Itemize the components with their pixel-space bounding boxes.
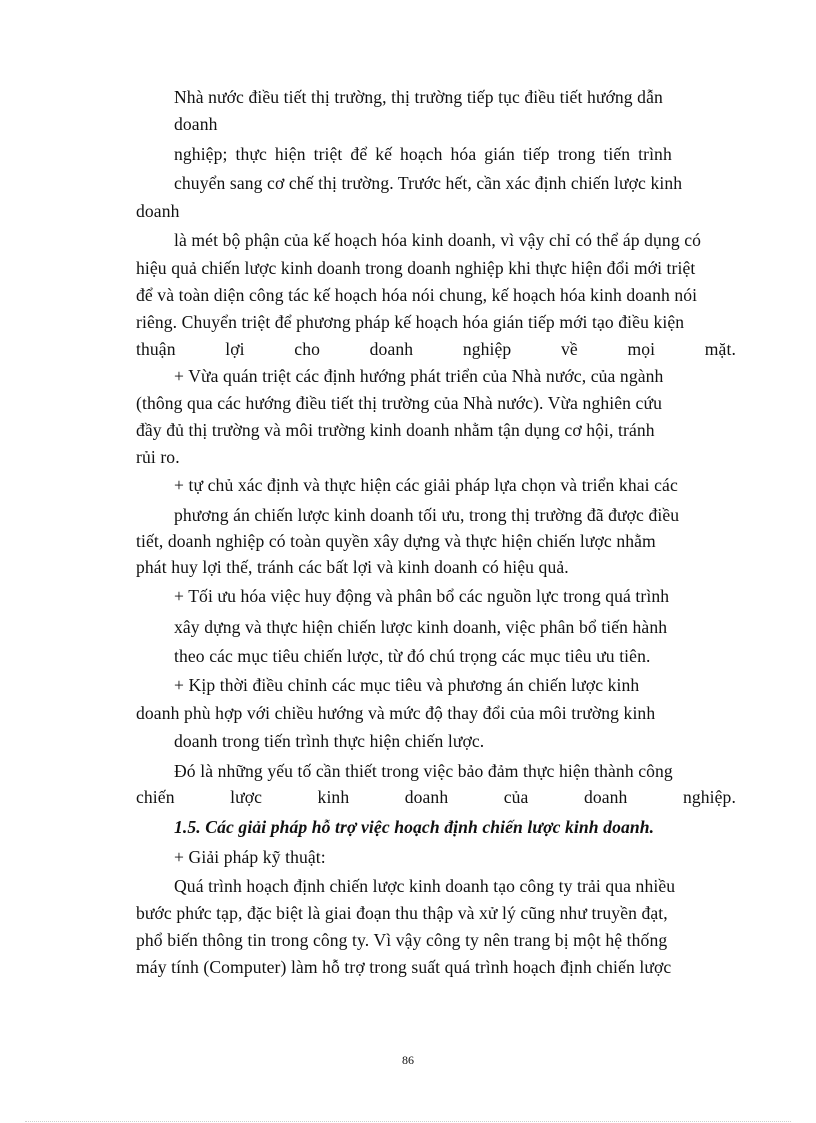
text-line: tiết, doanh nghiệp có toàn quyền xây dựng và thực hiện chiến lược nhằm [136,531,656,551]
text-line: doanh phù hợp với chiều hướng và mức độ thay đổi của môi trường kinh [136,703,656,723]
text-line: theo các mục tiêu chiến lược, từ đó chú trọng các mục tiêu ưu tiên. [174,646,651,666]
section-heading: 1.5. Các giải pháp hỗ trợ việc hoạch định chiến lược kinh doanh. [174,817,655,837]
word: về [560,339,578,359]
word: chiến [136,787,175,807]
text-line: + tự chủ xác định và thực hiện các giải pháp lựa chọn và triển khai các [174,475,678,495]
word: mặt. [704,339,736,359]
text-line: phát huy lợi thế, tránh các bất lợi và kinh doanh có hiệu quả. [136,557,569,577]
word: doanh [369,339,414,359]
word: doanh [404,787,449,807]
page-bottom-divider [25,1121,791,1122]
word: mọi [627,339,656,359]
justified-line [136,786,736,808]
text-line: doanh trong tiến trình thực hiện chiến lược. [174,731,485,751]
text-line: đầy đủ thị trường và môi trường kinh doanh nhằm tận dụng cơ hội, tránh [136,420,655,440]
word: lược [230,787,263,807]
text-line: chuyển sang cơ chế thị trường. Trước hết, cần xác định chiến lược kinh [174,173,683,193]
text-line: phổ biến thông tin trong công ty. Vì vậy công ty nên trang bị một hệ thống [136,930,668,950]
text-line: là mét bộ phận của kế hoạch hóa kinh doanh, vì vậy chỉ có thể áp dụng có [174,230,702,250]
text-line: doanh [174,114,218,134]
justified-line [136,338,736,360]
text-line: rủi ro. [136,447,180,467]
word: của [503,787,529,807]
word: cho [294,339,320,359]
word: lợi [225,339,245,359]
word: nghiệp [462,339,512,359]
word: kinh [317,787,350,807]
word: nghiệp. [682,787,736,807]
text-line: (thông qua các hướng điều tiết thị trường của Nhà nước). Vừa nghiên cứu [136,393,662,413]
text-line: doanh [136,201,180,221]
word: thuận [136,339,176,359]
word: doanh [583,787,628,807]
text-line: hiệu quả chiến lược kinh doanh trong doanh nghiệp khi thực hiện đổi mới triệt [136,258,696,278]
text-line: Nhà nước điều tiết thị trường, thị trường tiếp tục điều tiết hướng dẫn [174,87,663,107]
text-line: máy tính (Computer) làm hỗ trợ trong suất quá trình hoạch định chiến lược [136,957,672,977]
text-line: + Giải pháp kỹ thuật: [174,847,326,867]
text-line: xây dựng và thực hiện chiến lược kinh doanh, việc phân bổ tiến hành [174,617,668,637]
text-line: + Vừa quán triệt các định hướng phát triển của Nhà nước, của ngành [174,366,664,386]
text-line: Đó là những yếu tố cần thiết trong việc bảo đảm thực hiện thành công [174,761,673,781]
text-line: nghiệp; thực hiện triệt để kế hoạch hóa gián tiếp trong tiến trình [174,144,672,164]
page-number: 86 [402,1053,414,1067]
text-line: + Tối ưu hóa việc huy động và phân bổ các nguồn lực trong quá trình [174,586,670,606]
text-line: phương án chiến lược kinh doanh tối ưu, trong thị trường đã được điều [174,505,680,525]
text-line: + Kịp thời điều chỉnh các mục tiêu và phương án chiến lược kinh [174,675,640,695]
text-line: để và toàn diện công tác kế hoạch hóa nói chung, kế hoạch hóa kinh doanh nói [136,285,698,305]
text-line: Quá trình hoạch định chiến lược kinh doanh tạo công ty trải qua nhiều [174,876,676,896]
text-line: riêng. Chuyển triệt để phương pháp kế hoạch hóa gián tiếp mới tạo điều kiện [136,312,685,332]
text-line: bước phức tạp, đặc biệt là giai đoạn thu thập và xử lý cũng như truyền đạt, [136,903,668,923]
